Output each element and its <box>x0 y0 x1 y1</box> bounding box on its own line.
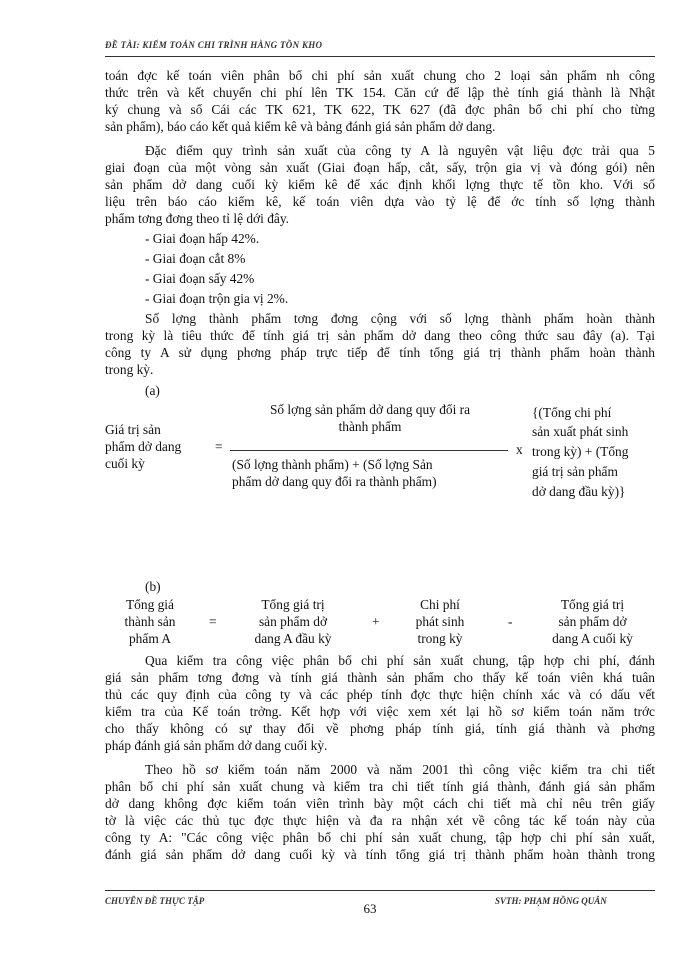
text-line: giai đoạn của một vòng sản xuất (Giai đoạn hấp, cắt, sấy, trộn gia vị và đóng gói) nên <box>105 160 655 175</box>
formula-text: sản phẩm dở <box>258 614 328 629</box>
formula-text: dang A cuối kỳ <box>552 631 633 646</box>
equals-sign: = <box>215 439 223 454</box>
formula-text: trong kỳ <box>417 631 463 646</box>
text-line: kiểm tra của Kế toán trởng. Kết hợp với việc xem xét lại hồ sơ kiểm toán năm trớc <box>105 704 655 719</box>
formula-text: cuối kỳ <box>105 456 145 471</box>
text-line: tờ là việc các thủ tục đợc thực hiện và đa ra nhận xét về công tác kế toán này của <box>105 813 655 828</box>
text-line: Đặc điểm quy trình sản xuất của công ty A là nguyên vật liệu đợc trải qua 5 <box>145 143 655 158</box>
footer-author: SVTH: PHẠM HỒNG QUÂN <box>495 896 607 906</box>
times-sign: x <box>516 442 523 457</box>
footer-rule <box>105 890 655 891</box>
formula-text: phẩm A <box>128 631 172 646</box>
text-line: đánh giá sản phẩm dở dang cuối kỳ và tính tổng giá trị thành phẩm hoàn thành trong <box>105 847 655 862</box>
list-item: - Giai đoạn cắt 8% <box>145 251 246 266</box>
text-line: liệu trên báo cáo kiểm kê, kế toán viên dựa vào tỷ lệ để ớc tính số lợng thành <box>105 194 655 209</box>
equals-sign: = <box>209 614 217 629</box>
running-header: ĐỀ TÀI: KIỂM TOÁN CHI TRÌNH HÀNG TỒN KHO <box>105 40 323 50</box>
list-item: - Giai đoạn sấy 42% <box>145 271 255 286</box>
formula-text: thành phẩm <box>338 419 402 434</box>
text-line: pháp đánh giá sản phẩm dở dang cuối kỳ. <box>105 738 328 753</box>
formula-text: giá trị sản phẩm <box>532 464 618 479</box>
formula-text: {(Tổng chi phí <box>532 405 612 420</box>
formula-text: dở dang đầu kỳ)} <box>532 484 626 499</box>
formula-text: phẩm dở dang <box>105 439 182 454</box>
formula-text: Tổng giá trị <box>560 597 625 612</box>
formula-label: (a) <box>145 383 160 398</box>
formula-label: (b) <box>145 579 161 594</box>
formula-text: Tổng giá <box>126 597 174 612</box>
text-line: Số lợng thành phẩm tơng đơng cộng với số lợng thành phẩm hoàn thành <box>145 311 655 326</box>
text-line: công ty A sử dụng phơng pháp trực tiếp để tính tổng giá trị thành phẩm hoàn thành <box>105 345 655 360</box>
text-line: trong kỳ. <box>105 362 154 377</box>
formula-text: thành sản <box>124 614 176 629</box>
text-line: trong kỳ là tiêu thức để tính giá trị sản phẩm dở dang theo công thức sau đây (a). Tại <box>105 328 655 343</box>
text-line: giá sản phẩm tơng đơng và tính giá thành sản phẩm cho thấy kế toán viên khá tuân <box>105 670 655 685</box>
footer-title: CHUYÊN ĐỀ THỰC TẬP <box>105 896 205 906</box>
formula-text: Số lợng sản phẩm dở dang quy đổi ra <box>269 402 471 417</box>
formula-text: Giá trị sản <box>105 422 161 437</box>
list-item: - Giai đoạn hấp 42%. <box>145 231 260 246</box>
fraction-bar <box>230 450 508 451</box>
text-line: Qua kiểm tra công việc phân bổ chi phí sản xuất chung, tập hợp chi phí, đánh <box>145 653 655 668</box>
text-line: phân bổ chi phí sản xuất chung và kiểm tra chi tiết tính giá thành, đánh giá sản phẩm <box>105 779 655 794</box>
formula-text: sản xuất phát sinh <box>532 424 629 439</box>
text-line: cho thấy không có sự thay đổi về phơng pháp tính giá, tính giá thành và phơng <box>105 721 655 736</box>
text-line: Theo hồ sơ kiểm toán năm 2000 và năm 2001 thì công việc kiểm tra chi tiết <box>145 762 655 777</box>
text-line: sản phẩm), báo cáo kết quả kiểm kê và bảng đánh giá sản phẩm dở dang. <box>105 119 496 134</box>
formula-text: Chi phí <box>420 597 460 612</box>
formula-text: phát sinh <box>415 614 465 629</box>
formula-text: phẩm dở dang quy đổi ra thành phẩm) <box>232 474 437 489</box>
plus-sign: + <box>372 614 380 629</box>
header-rule <box>105 56 655 57</box>
formula-text: (Số lợng thành phẩm) + (Số lợng Sản <box>232 457 433 472</box>
formula-text: Tổng giá trị <box>261 597 325 612</box>
text-line: thủ các quy định của công ty và các phép tính đợc thực hiện chính xác và có dấu vết <box>105 687 655 702</box>
text-line: sản phẩm dở dang cuối kỳ kiểm kê để xác định khối lợng thực tế tồn kho. Với số <box>105 177 655 192</box>
text-line: công ty A: "Các công việc phân bổ chi phí sản xuất chung, tập hợp chi phí sản xuất, <box>105 830 655 845</box>
text-line: thức trên và kết chuyển chi phí lên TK 154. Căn cứ để lập thẻ tính giá thành là Nhật <box>105 85 655 100</box>
text-line: phẩm tơng đơng theo tỉ lệ dới đây. <box>105 211 290 226</box>
formula-text: trong kỳ) + (Tổng <box>532 444 629 459</box>
formula-text: sản phẩm dở <box>558 614 627 629</box>
formula-text: dang A đầu kỳ <box>254 631 332 646</box>
text-line: toán đợc kế toán viên phân bổ chi phí sản xuất chung cho 2 loại sản phẩm nh công <box>105 68 655 83</box>
page-number: 63 <box>363 901 377 916</box>
minus-sign: - <box>508 614 513 629</box>
text-line: dở dang không đợc kiểm toán viên trình bày một cách chi tiết mà chỉ nêu trên giấy <box>105 796 655 811</box>
list-item: - Giai đoạn trộn gia vị 2%. <box>145 291 289 306</box>
text-line: ký chung và sổ Cái các TK 621, TK 622, TK 627 (đã đợc phân bổ chi phí cho từng <box>105 102 655 117</box>
